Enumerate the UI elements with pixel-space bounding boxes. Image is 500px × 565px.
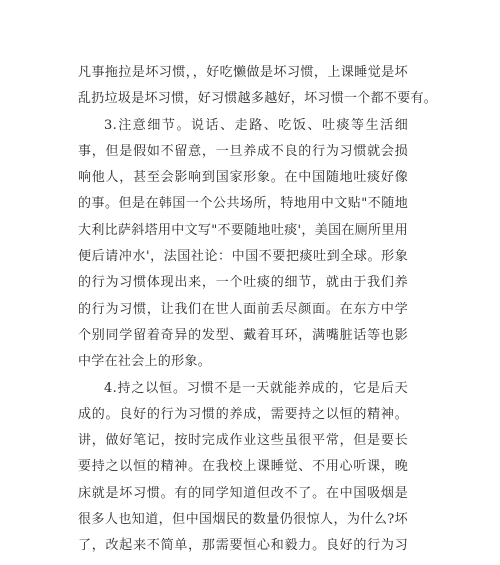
text-line: 讲，做好笔记，按时完成作业这些虽很平常，但是要长 [78, 433, 408, 449]
text-line: 的事。但是在韩国一个公共场所，特地用中文贴"不随地 [78, 196, 408, 212]
document-body [78, 60, 438, 560]
text-line: 凡事拖拉是坏习惯，，好吃懒做是坏习惯，上课睡觉是坏 [78, 65, 408, 80]
text-line: 事，但是假如不留意，一旦养成不良的行为习惯就会损 [78, 143, 408, 159]
text-line: 成的。良好的行为习惯的养成，需要持之以恒的精神。 [78, 406, 408, 422]
text-line: 便后请冲水'，法国社论：中国不要把痰吐到全球。形象 [78, 249, 408, 265]
text-line: 中学在社会上的形象。 [78, 354, 212, 370]
text-line: 个别同学留着奇异的发型、戴着耳环，满嘴脏话等也影 [78, 327, 408, 343]
text-line: 响他人，甚至会影响到国家形象。在中国随地吐痰好像 [78, 170, 408, 186]
text-line: 的行为习惯体现出来，一个吐痰的细节，就由于我们养 [78, 275, 408, 291]
paragraph-heading-line: 4.持之以恒。习惯不是一天就能养成的，它是后天 [104, 380, 408, 396]
paragraph-heading-line: 3.注意细节。说话、走路、吃饭、吐痰等生活细 [104, 117, 408, 133]
text-line: 大利比萨斜塔用中文写"不要随地吐痰'，美国在厕所里用 [78, 222, 408, 238]
text-line: 乱扔垃圾是坏习惯，好习惯越多越好，坏习惯一个都不要有。 [78, 91, 438, 107]
text-line: 床就是坏习惯。有的同学知道但改不了。在中国吸烟是 [78, 485, 408, 501]
text-line: 的行为习惯，让我们在世人面前丢尽颜面。在东方中学 [78, 301, 408, 317]
text-line: 很多人也知道，但中国烟民的数量仍很惊人，为什么?坏 [78, 512, 408, 528]
text-line: 要持之以恒的精神。在我校上课睡觉、不用心听课，晚 [78, 459, 408, 475]
text-line: 了，改起来不简单，那需要恒心和毅力。良好的行为习 [78, 538, 408, 554]
